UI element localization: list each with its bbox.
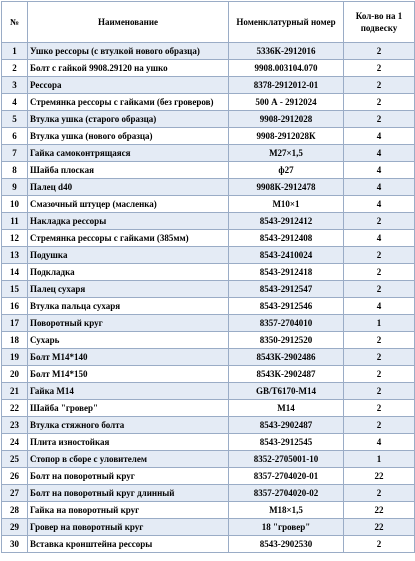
row-number-cell: 26 — [2, 468, 28, 485]
part-code-cell: 8543-2912545 — [229, 434, 344, 451]
table-row — [2, 332, 415, 349]
table-row — [2, 179, 415, 196]
table-header — [2, 2, 415, 43]
part-code-cell: 8543К-2902486 — [229, 349, 344, 366]
part-name-cell: Вставка кронштейна рессоры — [28, 536, 229, 553]
table-row — [2, 502, 415, 519]
quantity-cell: 22 — [344, 519, 415, 536]
row-number-cell: 24 — [2, 434, 28, 451]
row-number-cell: 15 — [2, 281, 28, 298]
part-name-cell: Палец сухаря — [28, 281, 229, 298]
row-number-cell: 25 — [2, 451, 28, 468]
quantity-cell: 2 — [344, 536, 415, 553]
part-code-cell: 8357-2704020-01 — [229, 468, 344, 485]
part-code-cell: М14 — [229, 400, 344, 417]
quantity-cell: 2 — [344, 349, 415, 366]
part-name-cell: Втулка ушка (старого образца) — [28, 111, 229, 128]
part-name-cell: Плита изностойкая — [28, 434, 229, 451]
part-code-cell: ф27 — [229, 162, 344, 179]
table-row — [2, 162, 415, 179]
table-row — [2, 468, 415, 485]
row-number-cell: 28 — [2, 502, 28, 519]
table-row — [2, 128, 415, 145]
part-code-cell: 8543-2912412 — [229, 213, 344, 230]
quantity-cell: 4 — [344, 128, 415, 145]
quantity-cell: 4 — [344, 434, 415, 451]
row-number-cell: 18 — [2, 332, 28, 349]
part-name-cell: Гровер на поворотный круг — [28, 519, 229, 536]
part-code-cell: 8352-2705001-10 — [229, 451, 344, 468]
row-number-cell: 3 — [2, 77, 28, 94]
part-name-cell: Гайка на поворотный круг — [28, 502, 229, 519]
part-code-cell: 8543-2902487 — [229, 417, 344, 434]
table-row — [2, 213, 415, 230]
part-name-cell: Палец d40 — [28, 179, 229, 196]
quantity-cell: 2 — [344, 60, 415, 77]
part-name-cell: Ушко рессоры (с втулкой нового образца) — [28, 43, 229, 60]
table-row — [2, 349, 415, 366]
header-name: Наименование — [28, 2, 229, 43]
quantity-cell: 4 — [344, 162, 415, 179]
row-number-cell: 22 — [2, 400, 28, 417]
quantity-cell: 4 — [344, 196, 415, 213]
table-row — [2, 434, 415, 451]
part-code-cell: М10×1 — [229, 196, 344, 213]
quantity-cell: 2 — [344, 332, 415, 349]
part-name-cell: Стремянка рессоры с гайками (без гроверов) — [28, 94, 229, 111]
quantity-cell: 2 — [344, 400, 415, 417]
part-name-cell: Болт на поворотный круг длинный — [28, 485, 229, 502]
row-number-cell: 8 — [2, 162, 28, 179]
table-row — [2, 281, 415, 298]
part-name-cell: Гайка самоконтрящаяся — [28, 145, 229, 162]
table-row — [2, 145, 415, 162]
part-code-cell: 8378-2912012-01 — [229, 77, 344, 94]
part-code-cell: 8543-2410024 — [229, 247, 344, 264]
table-row — [2, 366, 415, 383]
row-number-cell: 14 — [2, 264, 28, 281]
quantity-cell: 2 — [344, 247, 415, 264]
part-name-cell: Болт с гайкой 9908.29120 на ушко — [28, 60, 229, 77]
part-code-cell: 9908К-2912478 — [229, 179, 344, 196]
header-code: Номенклатурный номер — [229, 2, 344, 43]
part-code-cell: 8543-2902530 — [229, 536, 344, 553]
part-code-cell: 8543-2912408 — [229, 230, 344, 247]
row-number-cell: 29 — [2, 519, 28, 536]
table-row — [2, 247, 415, 264]
quantity-cell: 2 — [344, 77, 415, 94]
table-row — [2, 485, 415, 502]
table-row — [2, 451, 415, 468]
quantity-cell: 4 — [344, 145, 415, 162]
part-name-cell: Подкладка — [28, 264, 229, 281]
part-code-cell: 8543К-2902487 — [229, 366, 344, 383]
part-code-cell: 500 А - 2912024 — [229, 94, 344, 111]
row-number-cell: 20 — [2, 366, 28, 383]
table-row — [2, 400, 415, 417]
table-row — [2, 60, 415, 77]
table-row — [2, 298, 415, 315]
part-name-cell: Втулка пальца сухаря — [28, 298, 229, 315]
part-name-cell: Гайка М14 — [28, 383, 229, 400]
quantity-cell: 4 — [344, 298, 415, 315]
part-code-cell: 8350-2912520 — [229, 332, 344, 349]
table-row — [2, 383, 415, 400]
quantity-cell: 22 — [344, 468, 415, 485]
part-code-cell: 5336К-2912016 — [229, 43, 344, 60]
quantity-cell: 22 — [344, 502, 415, 519]
row-number-cell: 27 — [2, 485, 28, 502]
part-code-cell: М18×1,5 — [229, 502, 344, 519]
quantity-cell: 2 — [344, 383, 415, 400]
quantity-cell: 2 — [344, 213, 415, 230]
quantity-cell: 2 — [344, 94, 415, 111]
table-row — [2, 417, 415, 434]
table-row — [2, 111, 415, 128]
row-number-cell: 19 — [2, 349, 28, 366]
quantity-cell: 2 — [344, 264, 415, 281]
part-code-cell: 8543-2912547 — [229, 281, 344, 298]
table-row — [2, 519, 415, 536]
part-code-cell: 9908-2912028К — [229, 128, 344, 145]
row-number-cell: 6 — [2, 128, 28, 145]
table-row — [2, 77, 415, 94]
part-code-cell: 8543-2912546 — [229, 298, 344, 315]
row-number-cell: 13 — [2, 247, 28, 264]
part-name-cell: Сухарь — [28, 332, 229, 349]
part-code-cell: 8357-2704020-02 — [229, 485, 344, 502]
part-name-cell: Стремянка рессоры с гайками (385мм) — [28, 230, 229, 247]
quantity-cell: 2 — [344, 366, 415, 383]
part-name-cell: Болт на поворотный круг — [28, 468, 229, 485]
table-row — [2, 196, 415, 213]
row-number-cell: 17 — [2, 315, 28, 332]
table-row — [2, 315, 415, 332]
row-number-cell: 12 — [2, 230, 28, 247]
table-row — [2, 230, 415, 247]
part-name-cell: Смазочный штуцер (масленка) — [28, 196, 229, 213]
row-number-cell: 7 — [2, 145, 28, 162]
part-name-cell: Поворотный круг — [28, 315, 229, 332]
quantity-cell: 1 — [344, 315, 415, 332]
quantity-cell: 1 — [344, 451, 415, 468]
header-num: № — [2, 2, 28, 43]
parts-table — [1, 1, 415, 553]
header-row — [2, 2, 415, 43]
row-number-cell: 9 — [2, 179, 28, 196]
quantity-cell: 2 — [344, 111, 415, 128]
quantity-cell: 2 — [344, 485, 415, 502]
row-number-cell: 21 — [2, 383, 28, 400]
part-name-cell: Накладка рессоры — [28, 213, 229, 230]
part-name-cell: Болт М14*150 — [28, 366, 229, 383]
part-name-cell: Болт М14*140 — [28, 349, 229, 366]
row-number-cell: 2 — [2, 60, 28, 77]
table-row — [2, 94, 415, 111]
part-name-cell: Шайба "гровер" — [28, 400, 229, 417]
part-code-cell: 8357-2704010 — [229, 315, 344, 332]
quantity-cell: 2 — [344, 281, 415, 298]
part-code-cell: 18 "гровер" — [229, 519, 344, 536]
row-number-cell: 1 — [2, 43, 28, 60]
table-row — [2, 264, 415, 281]
part-name-cell: Втулка ушка (нового образца) — [28, 128, 229, 145]
table-row — [2, 536, 415, 553]
quantity-cell: 2 — [344, 43, 415, 60]
part-name-cell: Рессора — [28, 77, 229, 94]
part-name-cell: Шайба плоская — [28, 162, 229, 179]
part-code-cell: 9908.003104.070 — [229, 60, 344, 77]
quantity-cell: 4 — [344, 179, 415, 196]
part-code-cell: 9908-2912028 — [229, 111, 344, 128]
quantity-cell: 4 — [344, 230, 415, 247]
part-code-cell: GB/T6170-М14 — [229, 383, 344, 400]
part-name-cell: Втулка стяжного болта — [28, 417, 229, 434]
part-name-cell: Подушка — [28, 247, 229, 264]
row-number-cell: 11 — [2, 213, 28, 230]
table-row — [2, 43, 415, 60]
row-number-cell: 5 — [2, 111, 28, 128]
part-code-cell: М27×1,5 — [229, 145, 344, 162]
header-qty: Кол-во на 1 подвеску — [344, 2, 415, 43]
row-number-cell: 30 — [2, 536, 28, 553]
row-number-cell: 23 — [2, 417, 28, 434]
table-body — [2, 43, 415, 553]
row-number-cell: 4 — [2, 94, 28, 111]
part-name-cell: Стопор в сборе с уловителем — [28, 451, 229, 468]
row-number-cell: 16 — [2, 298, 28, 315]
quantity-cell: 2 — [344, 417, 415, 434]
row-number-cell: 10 — [2, 196, 28, 213]
part-code-cell: 8543-2912418 — [229, 264, 344, 281]
